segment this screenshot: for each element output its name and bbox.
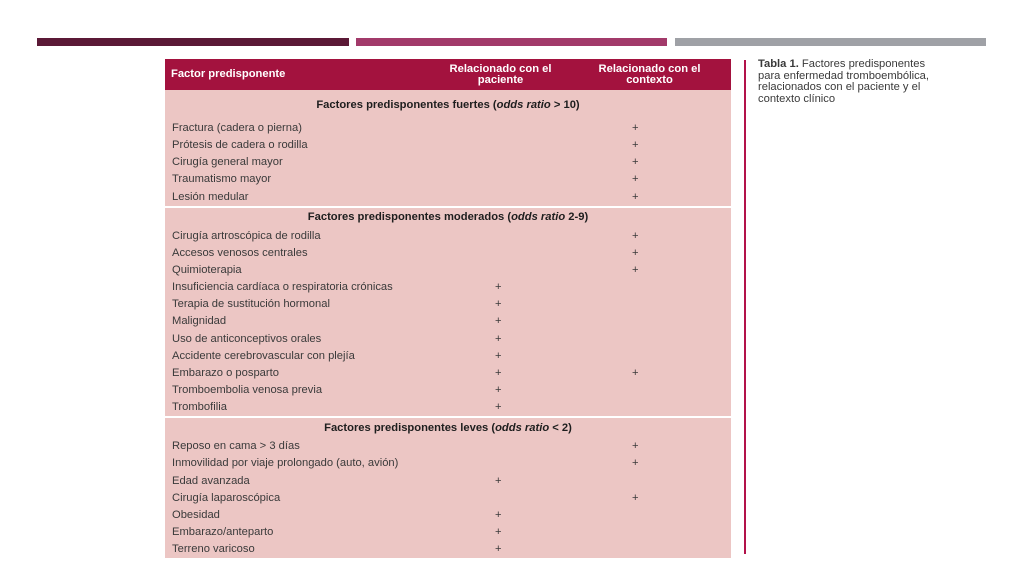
section-title-post: < 2) xyxy=(549,421,572,434)
contexto-mark-cell xyxy=(568,331,731,348)
table-header-row xyxy=(165,59,731,90)
contexto-mark-cell xyxy=(568,382,731,399)
contexto-mark-cell: + xyxy=(632,440,639,453)
paciente-mark-cell: + xyxy=(495,298,502,311)
section-title xyxy=(165,417,731,438)
contexto-mark-cell xyxy=(568,524,731,541)
contexto-mark-cell: + xyxy=(632,190,639,203)
table-row xyxy=(165,262,731,279)
contexto-mark-cell xyxy=(568,399,731,417)
risk-factor-table-container xyxy=(165,59,731,558)
factor-cell: Accesos venosos centrales xyxy=(172,246,308,259)
table-row xyxy=(165,137,731,154)
section-title-pre: Factores predisponentes leves ( xyxy=(324,421,496,434)
paciente-mark-cell: + xyxy=(495,349,502,362)
risk-factor-table xyxy=(165,59,731,558)
factor-cell: Cirugía laparoscópica xyxy=(172,491,281,504)
table-row xyxy=(165,154,731,171)
section-title-emphasis: odds ratio xyxy=(495,421,550,434)
decorative-bar-middle xyxy=(356,38,667,46)
factor-cell: Terreno varicoso xyxy=(172,543,255,556)
factor-cell: Embarazo o posparto xyxy=(172,366,279,379)
table-row xyxy=(165,365,731,382)
paciente-mark-cell xyxy=(433,228,568,245)
decorative-bar-left xyxy=(37,38,349,46)
section-header-row xyxy=(165,417,731,438)
factor-cell: Uso de anticonceptivos orales xyxy=(172,332,322,345)
contexto-mark-cell xyxy=(568,348,731,365)
contexto-mark-cell xyxy=(568,507,731,524)
contexto-mark-cell: + xyxy=(632,366,639,379)
contexto-mark-cell: + xyxy=(632,139,639,152)
decorative-bar-right xyxy=(675,38,986,46)
caption-label: Tabla 1. xyxy=(758,58,799,70)
contexto-mark-cell xyxy=(568,541,731,558)
table-row xyxy=(165,473,731,490)
factor-cell: Lesión medular xyxy=(172,190,249,203)
table-caption xyxy=(758,59,938,105)
factor-cell: Terapia de sustitución hormonal xyxy=(172,298,330,311)
caption-accent-line xyxy=(744,60,746,554)
factor-cell: Quimioterapia xyxy=(172,264,242,277)
paciente-mark-cell xyxy=(433,189,568,207)
paciente-mark-cell: + xyxy=(495,401,502,414)
table-body xyxy=(165,90,731,558)
contexto-mark-cell xyxy=(568,279,731,296)
table-row xyxy=(165,245,731,262)
factor-cell: Fractura (cadera o pierna) xyxy=(172,122,302,135)
table-row xyxy=(165,279,731,296)
paciente-mark-cell xyxy=(433,245,568,262)
factor-cell: Traumatismo mayor xyxy=(172,173,272,186)
table-row xyxy=(165,541,731,558)
paciente-mark-cell xyxy=(433,438,568,455)
contexto-mark-cell xyxy=(568,313,731,330)
paciente-mark-cell: + xyxy=(495,384,502,397)
factor-cell: Prótesis de cadera o rodilla xyxy=(172,139,308,152)
section-title-pre: Factores predisponentes moderados ( xyxy=(307,211,512,224)
table-row xyxy=(165,524,731,541)
table-row xyxy=(165,490,731,507)
factor-cell: Cirugía general mayor xyxy=(172,156,283,169)
section-title-post: 2-9) xyxy=(565,211,589,224)
paciente-mark-cell: + xyxy=(495,281,502,294)
factor-cell: Embarazo/anteparto xyxy=(172,526,274,539)
caption-text: Factores predisponentes para enfermedad tromboembólica, relacionados con el paciente y el contexto clínico xyxy=(758,58,930,105)
paciente-mark-cell: + xyxy=(495,543,502,556)
paciente-mark-cell: + xyxy=(495,366,502,379)
contexto-mark-cell: + xyxy=(632,156,639,169)
section-title xyxy=(165,207,731,228)
paciente-mark-cell: + xyxy=(495,508,502,521)
contexto-mark-cell xyxy=(568,473,731,490)
paciente-mark-cell xyxy=(433,137,568,154)
section-title-post: > 10) xyxy=(550,98,580,111)
table-row xyxy=(165,331,731,348)
factor-cell: Tromboembolia venosa previa xyxy=(172,384,323,397)
table-row xyxy=(165,228,731,245)
table-row xyxy=(165,348,731,365)
paciente-mark-cell: + xyxy=(495,332,502,345)
paciente-mark-cell xyxy=(433,262,568,279)
table-row xyxy=(165,296,731,313)
factor-cell: Accidente cerebrovascular con plejía xyxy=(172,349,355,362)
paciente-mark-cell: + xyxy=(495,315,502,328)
factor-cell: Malignidad xyxy=(172,315,227,328)
paciente-mark-cell: + xyxy=(495,526,502,539)
contexto-mark-cell xyxy=(568,296,731,313)
contexto-mark-cell: + xyxy=(632,122,639,135)
paciente-mark-cell xyxy=(433,455,568,472)
table-row xyxy=(165,171,731,188)
section-title-emphasis: odds ratio xyxy=(496,98,551,111)
factor-cell: Insuficiencia cardíaca o respiratoria crónicas xyxy=(172,281,393,294)
section-title xyxy=(165,90,731,120)
section-title-emphasis: odds ratio xyxy=(511,211,566,224)
factor-cell: Obesidad xyxy=(172,508,220,521)
paciente-mark-cell xyxy=(433,171,568,188)
table-row xyxy=(165,438,731,455)
table-row xyxy=(165,382,731,399)
factor-cell: Inmovilidad por viaje prolongado (auto, avión) xyxy=(172,457,399,470)
contexto-mark-cell: + xyxy=(632,491,639,504)
table-row xyxy=(165,120,731,137)
contexto-mark-cell: + xyxy=(632,246,639,259)
paciente-mark-cell: + xyxy=(495,474,502,487)
section-title-pre: Factores predisponentes fuertes ( xyxy=(316,98,497,111)
contexto-mark-cell: + xyxy=(632,264,639,277)
factor-cell: Cirugía artroscópica de rodilla xyxy=(172,229,321,242)
section-header-row xyxy=(165,207,731,228)
paciente-mark-cell xyxy=(433,154,568,171)
table-row xyxy=(165,313,731,330)
table-row xyxy=(165,507,731,524)
table-row xyxy=(165,399,731,417)
contexto-mark-cell: + xyxy=(632,173,639,186)
header-contexto: Relacionado con el contexto xyxy=(598,62,701,86)
header-paciente: Relacionado con el paciente xyxy=(449,62,552,86)
table-row xyxy=(165,455,731,472)
factor-cell: Reposo en cama > 3 días xyxy=(172,440,300,453)
section-header-row xyxy=(165,90,731,120)
paciente-mark-cell xyxy=(433,490,568,507)
contexto-mark-cell: + xyxy=(632,229,639,242)
factor-cell: Trombofilia xyxy=(172,401,227,414)
header-factor: Factor predisponente xyxy=(171,68,286,80)
factor-cell: Edad avanzada xyxy=(172,474,250,487)
paciente-mark-cell xyxy=(433,120,568,137)
contexto-mark-cell: + xyxy=(632,457,639,470)
table-row xyxy=(165,189,731,207)
